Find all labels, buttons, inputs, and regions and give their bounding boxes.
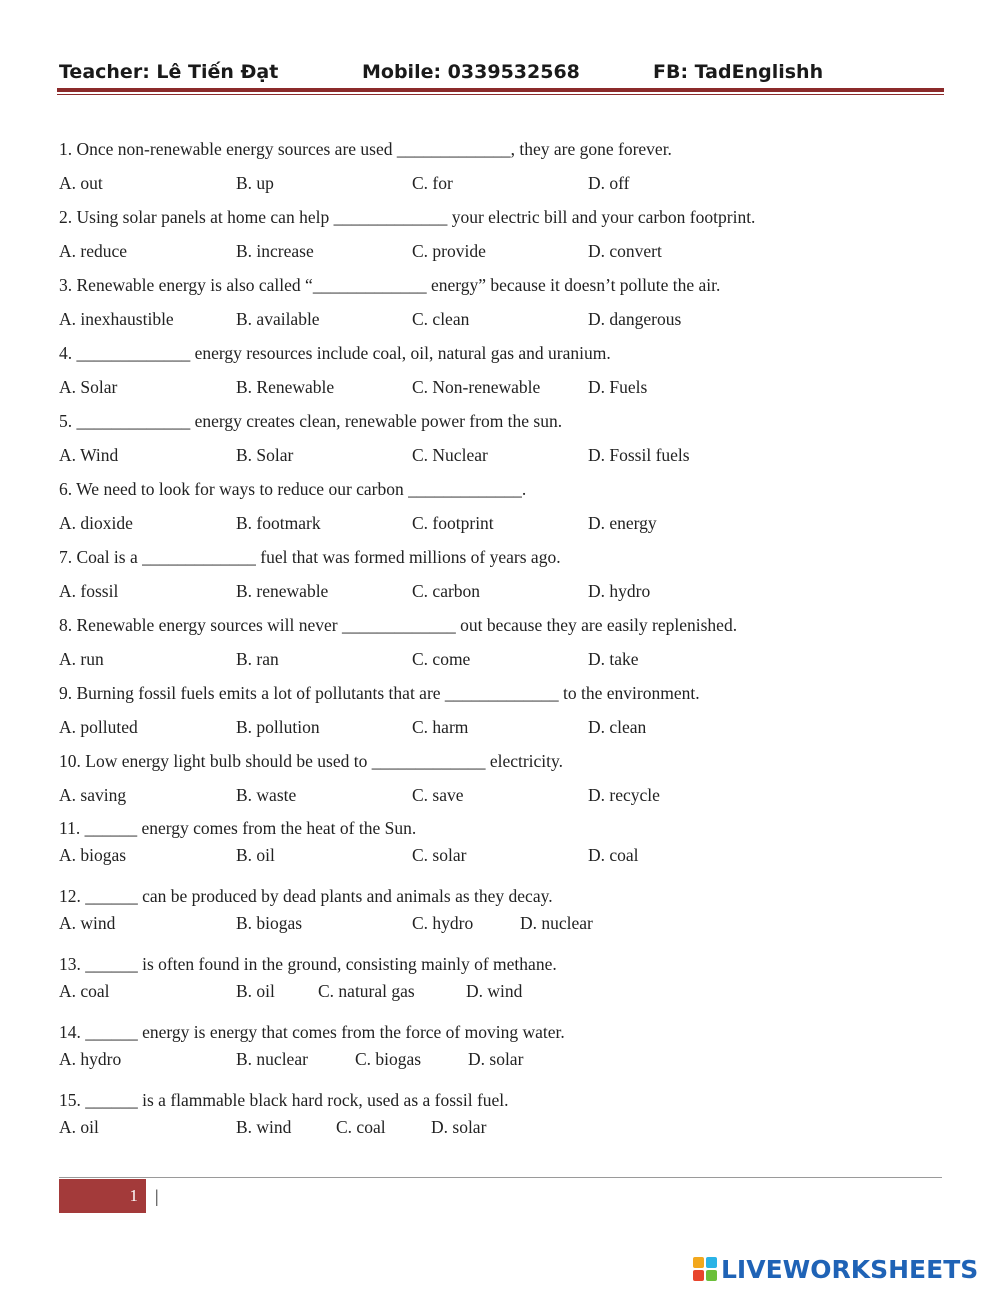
question-text: 2. Using solar panels at home can help _____________ your electric bill and your carbon footprint. bbox=[59, 207, 756, 227]
question-text: 11. ______ energy comes from the heat of the Sun. bbox=[59, 818, 417, 838]
liveworksheets-icon bbox=[693, 1257, 717, 1281]
options-row bbox=[59, 1116, 959, 1138]
question-4 bbox=[59, 342, 959, 398]
option-c[interactable]: C. carbon bbox=[412, 581, 481, 601]
liveworksheets-wordmark: LIVEWORKSHEETS bbox=[721, 1254, 979, 1284]
option-c[interactable]: C. harm bbox=[412, 717, 469, 737]
option-c[interactable]: C. provide bbox=[412, 241, 486, 261]
option-c[interactable]: C. for bbox=[412, 173, 453, 193]
question-13 bbox=[59, 954, 959, 1002]
option-a[interactable]: A. polluted bbox=[59, 717, 138, 737]
questions-block-2 bbox=[59, 818, 959, 1138]
option-b[interactable]: B. nuclear bbox=[236, 1049, 308, 1069]
options-row bbox=[59, 512, 959, 534]
option-d[interactable]: D. Fossil fuels bbox=[588, 445, 690, 465]
option-b[interactable]: B. renewable bbox=[236, 581, 329, 601]
option-b[interactable]: B. footmark bbox=[236, 513, 321, 533]
option-b[interactable]: B. available bbox=[236, 309, 320, 329]
option-d[interactable]: D. energy bbox=[588, 513, 657, 533]
question-1 bbox=[59, 138, 959, 194]
option-d[interactable]: D. dangerous bbox=[588, 309, 682, 329]
question-15 bbox=[59, 1090, 959, 1138]
page-number: 1 bbox=[129, 1186, 138, 1205]
option-b[interactable]: B. biogas bbox=[236, 913, 303, 933]
facebook-handle: FB: TadEnglishh bbox=[653, 61, 824, 83]
option-b[interactable]: B. oil bbox=[236, 981, 275, 1001]
question-2 bbox=[59, 206, 959, 262]
option-b[interactable]: B. oil bbox=[236, 845, 275, 865]
question-10 bbox=[59, 750, 959, 806]
question-8 bbox=[59, 614, 959, 670]
option-b[interactable]: B. pollution bbox=[236, 717, 320, 737]
question-text: 14. ______ energy is energy that comes from the force of moving water. bbox=[59, 1022, 565, 1042]
option-a[interactable]: A. coal bbox=[59, 981, 110, 1001]
option-d[interactable]: D. coal bbox=[588, 845, 639, 865]
options-row bbox=[59, 240, 959, 262]
option-c[interactable]: C. clean bbox=[412, 309, 470, 329]
page-number-box bbox=[59, 1179, 146, 1213]
options-row bbox=[59, 444, 959, 466]
question-11 bbox=[59, 818, 959, 866]
options-row bbox=[59, 980, 959, 1002]
question-14 bbox=[59, 1022, 959, 1070]
question-text: 15. ______ is a flammable black hard rock, used as a fossil fuel. bbox=[59, 1090, 509, 1110]
option-d[interactable]: D. Fuels bbox=[588, 377, 648, 397]
option-c[interactable]: C. hydro bbox=[412, 913, 474, 933]
questions-block-1 bbox=[59, 138, 959, 806]
option-a[interactable]: A. fossil bbox=[59, 581, 119, 601]
footer-rule bbox=[59, 1177, 942, 1178]
question-text: 7. Coal is a _____________ fuel that was formed millions of years ago. bbox=[59, 547, 561, 567]
option-a[interactable]: A. inexhaustible bbox=[59, 309, 174, 329]
options-row bbox=[59, 172, 959, 194]
option-a[interactable]: A. dioxide bbox=[59, 513, 133, 533]
options-row bbox=[59, 580, 959, 602]
option-c[interactable]: C. biogas bbox=[355, 1049, 422, 1069]
teacher-name: Teacher: Lê Tiến Đạt bbox=[59, 61, 279, 83]
option-b[interactable]: B. Solar bbox=[236, 445, 294, 465]
question-text: 8. Renewable energy sources will never _____________ out because they are easily replenished. bbox=[59, 615, 738, 635]
options-row bbox=[59, 784, 959, 806]
option-d[interactable]: D. hydro bbox=[588, 581, 651, 601]
option-a[interactable]: A. Solar bbox=[59, 377, 118, 397]
options-row bbox=[59, 1048, 959, 1070]
option-d[interactable]: D. solar bbox=[431, 1117, 487, 1137]
question-text: 3. Renewable energy is also called “_____________ energy” because it doesn’t pollute the air. bbox=[59, 275, 721, 295]
option-b[interactable]: B. wind bbox=[236, 1117, 292, 1137]
options-row bbox=[59, 376, 959, 398]
option-a[interactable]: A. saving bbox=[59, 785, 127, 805]
option-a[interactable]: A. hydro bbox=[59, 1049, 122, 1069]
option-a[interactable]: A. oil bbox=[59, 1117, 99, 1137]
option-b[interactable]: B. increase bbox=[236, 241, 314, 261]
liveworksheets-logo bbox=[693, 1254, 978, 1284]
option-d[interactable]: D. recycle bbox=[588, 785, 660, 805]
option-a[interactable]: A. out bbox=[59, 173, 103, 193]
question-text: 4. _____________ energy resources include coal, oil, natural gas and uranium. bbox=[59, 343, 611, 363]
option-c[interactable]: C. save bbox=[412, 785, 464, 805]
option-d[interactable]: D. take bbox=[588, 649, 639, 669]
question-3 bbox=[59, 274, 959, 330]
option-c[interactable]: C. solar bbox=[412, 845, 467, 865]
question-text: 10. Low energy light bulb should be used to _____________ electricity. bbox=[59, 751, 564, 771]
option-b[interactable]: B. waste bbox=[236, 785, 297, 805]
option-c[interactable]: C. Nuclear bbox=[412, 445, 488, 465]
option-d[interactable]: D. solar bbox=[468, 1049, 524, 1069]
question-6 bbox=[59, 478, 959, 534]
question-text: 12. ______ can be produced by dead plants and animals as they decay. bbox=[59, 886, 553, 906]
option-b[interactable]: B. ran bbox=[236, 649, 279, 669]
option-a[interactable]: A. run bbox=[59, 649, 104, 669]
options-row bbox=[59, 912, 959, 934]
option-c[interactable]: C. Non-renewable bbox=[412, 377, 541, 397]
option-d[interactable]: D. convert bbox=[588, 241, 662, 261]
option-d[interactable]: D. nuclear bbox=[520, 913, 593, 933]
options-row bbox=[59, 648, 959, 670]
option-d[interactable]: D. off bbox=[588, 173, 630, 193]
question-text: 13. ______ is often found in the ground, consisting mainly of methane. bbox=[59, 954, 557, 974]
worksheet-body bbox=[59, 138, 959, 1158]
options-row bbox=[59, 844, 959, 866]
question-text: 1. Once non-renewable energy sources are used _____________, they are gone forever. bbox=[59, 139, 672, 159]
option-a[interactable]: A. wind bbox=[59, 913, 116, 933]
question-text: 6. We need to look for ways to reduce our carbon _____________. bbox=[59, 479, 527, 499]
option-c[interactable]: C. natural gas bbox=[318, 981, 415, 1001]
header-rule-thin bbox=[57, 94, 944, 95]
option-d[interactable]: D. clean bbox=[588, 717, 647, 737]
option-c[interactable]: C. footprint bbox=[412, 513, 494, 533]
question-text: 9. Burning fossil fuels emits a lot of pollutants that are _____________ to the environment. bbox=[59, 683, 700, 703]
option-b[interactable]: B. up bbox=[236, 173, 274, 193]
option-c[interactable]: C. coal bbox=[336, 1117, 386, 1137]
option-d[interactable]: D. wind bbox=[466, 981, 523, 1001]
options-row bbox=[59, 716, 959, 738]
question-12 bbox=[59, 886, 959, 934]
page-separator: | bbox=[155, 1186, 159, 1206]
options-row bbox=[59, 308, 959, 330]
option-a[interactable]: A. Wind bbox=[59, 445, 119, 465]
question-text: 5. _____________ energy creates clean, renewable power from the sun. bbox=[59, 411, 563, 431]
page-header bbox=[59, 58, 944, 88]
question-9 bbox=[59, 682, 959, 738]
mobile-number: Mobile: 0339532568 bbox=[362, 61, 580, 83]
option-b[interactable]: B. Renewable bbox=[236, 377, 335, 397]
option-c[interactable]: C. come bbox=[412, 649, 471, 669]
question-5 bbox=[59, 410, 959, 466]
header-rule-thick bbox=[57, 88, 944, 92]
option-a[interactable]: A. reduce bbox=[59, 241, 128, 261]
question-7 bbox=[59, 546, 959, 602]
option-a[interactable]: A. biogas bbox=[59, 845, 127, 865]
